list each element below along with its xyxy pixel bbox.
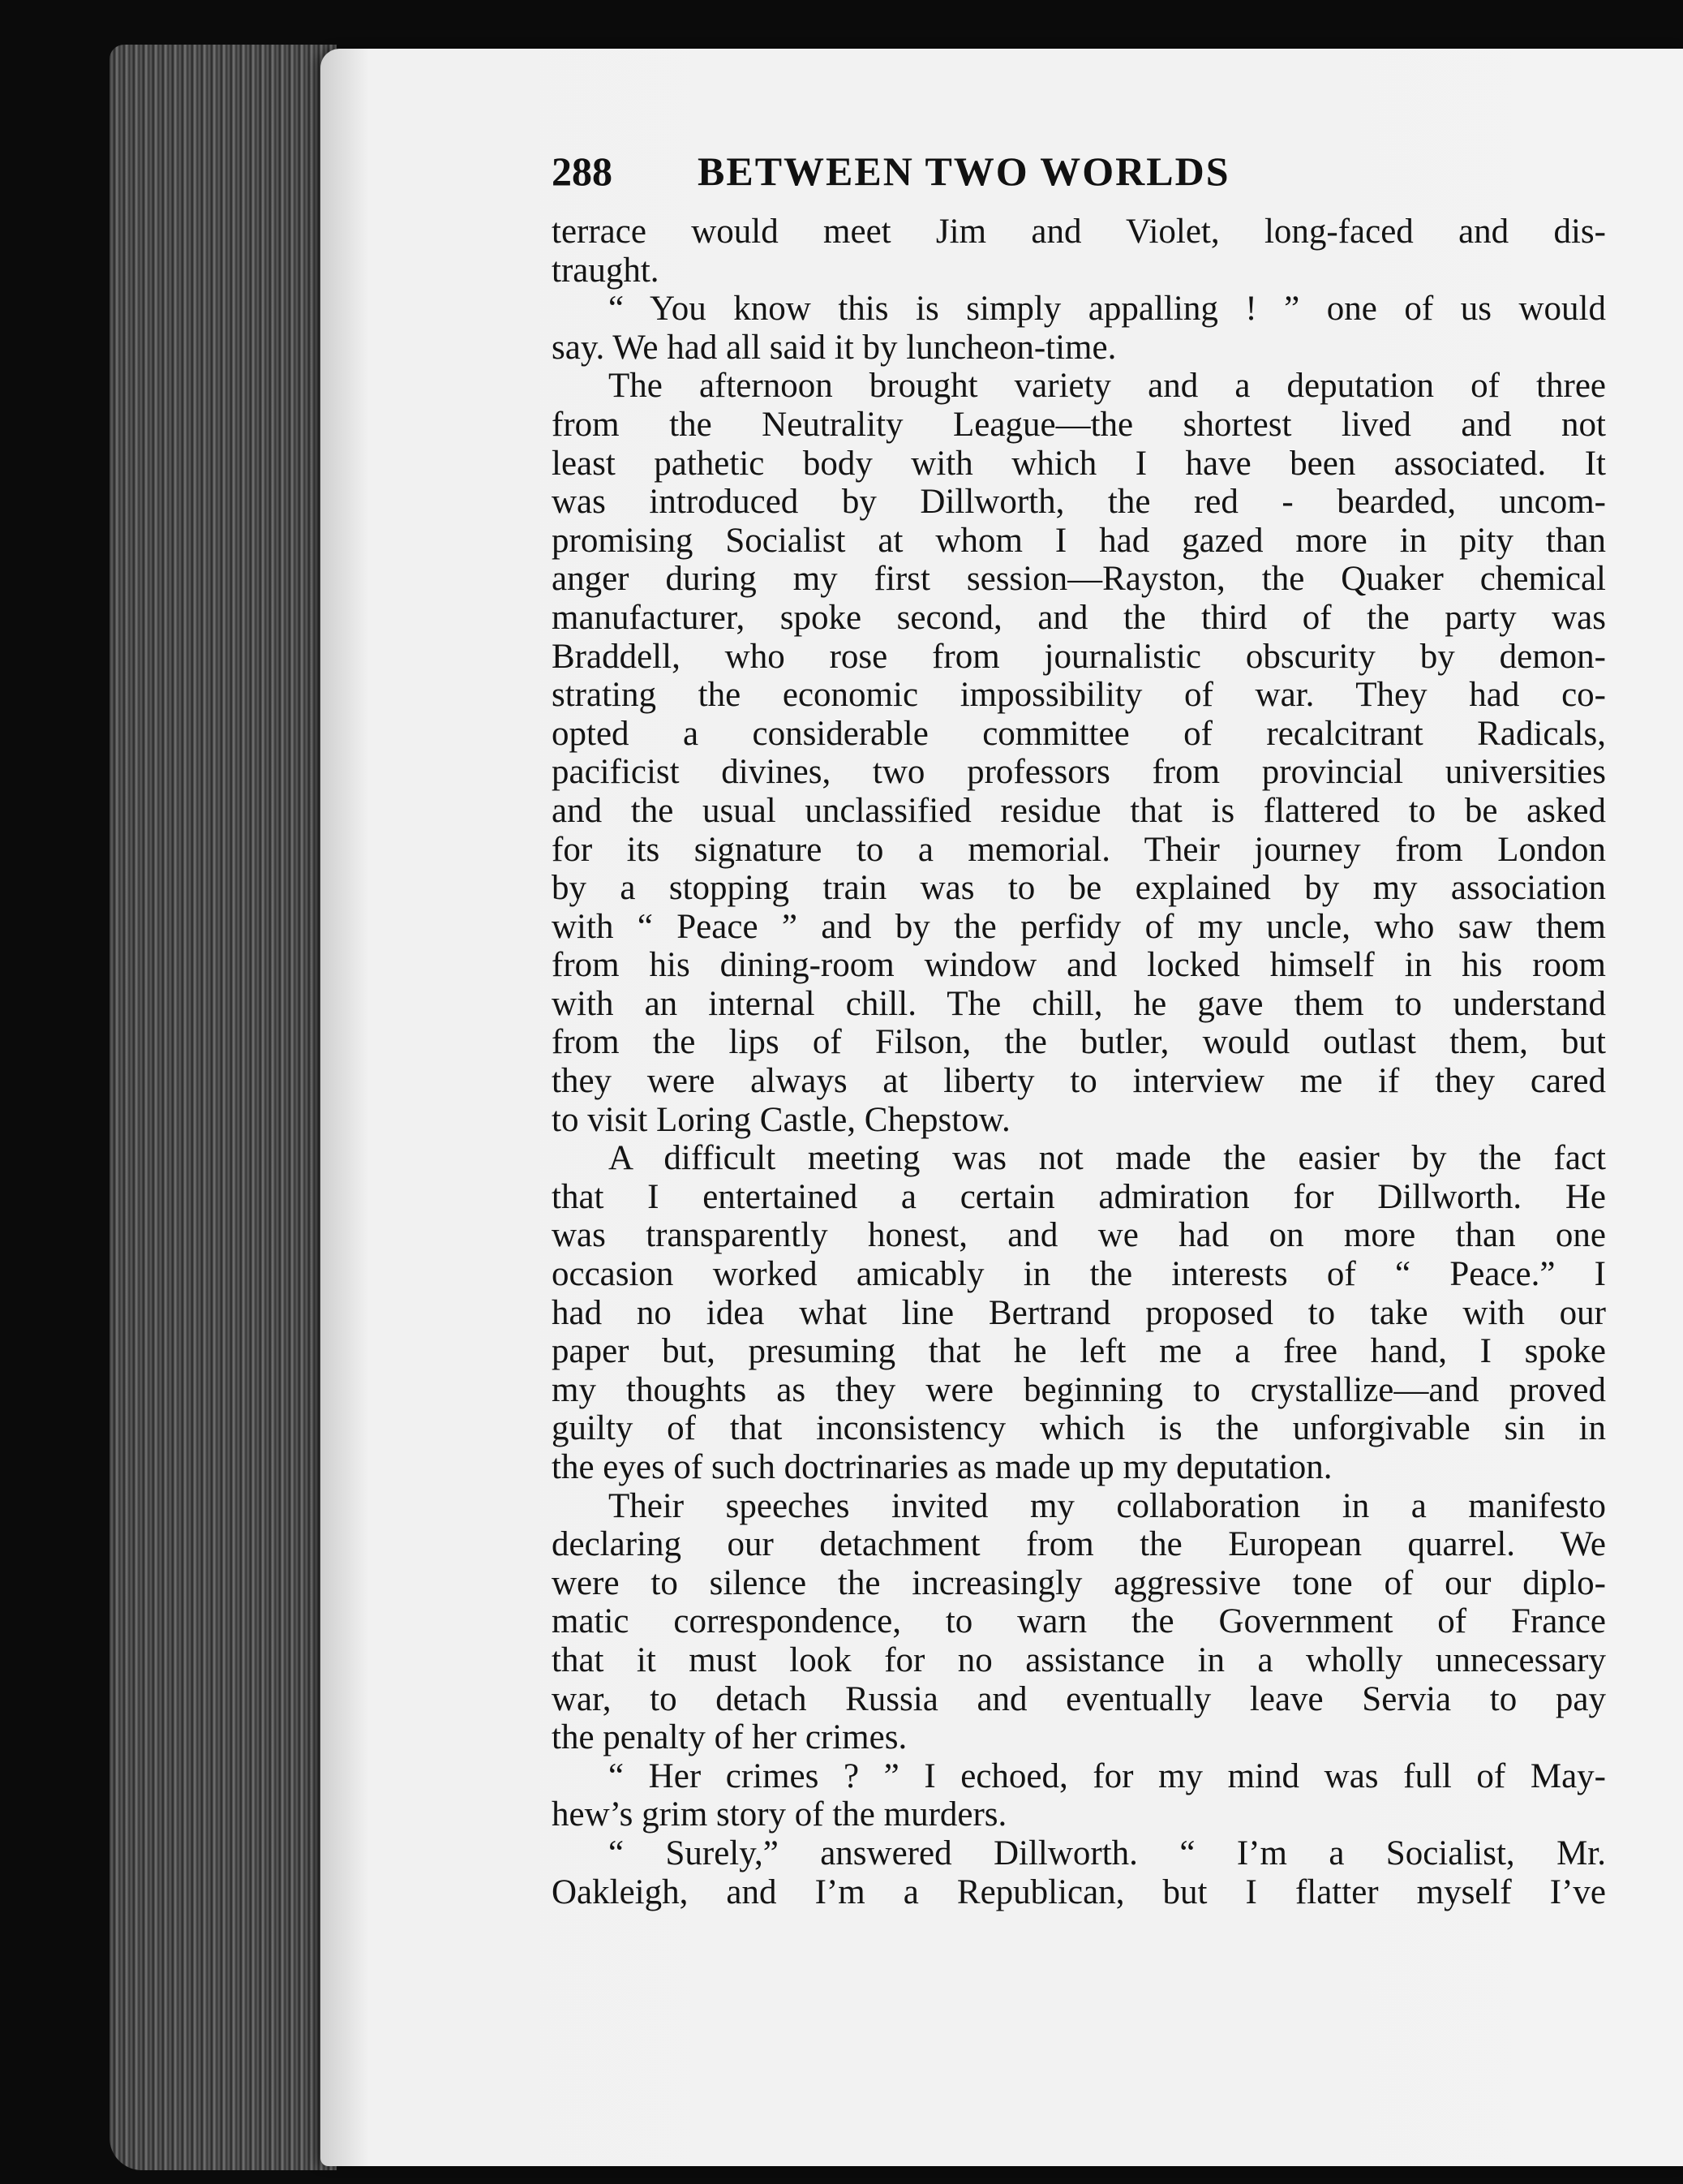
text-line: was introduced by Dillworth, the red - bearded, uncom- bbox=[552, 483, 1606, 522]
page-edge-shadow bbox=[109, 45, 337, 2170]
text-line: for its signature to a memorial. Their journey from London bbox=[552, 830, 1606, 869]
text-line: hew’s grim story of the murders. bbox=[552, 1795, 1007, 1834]
running-title: BETWEEN TWO WORLDS bbox=[698, 148, 1230, 194]
text-line: guilty of that inconsistency which is the unforgivable sin in bbox=[552, 1409, 1606, 1448]
text-line: and the usual unclassified residue that is flattered to be asked bbox=[552, 791, 1606, 830]
text-line: with “ Peace ” and by the perfidy of my uncle, who saw them bbox=[552, 907, 1606, 946]
text-line: say. We had all said it by luncheon-time. bbox=[552, 328, 1117, 367]
text-line: they were always at liberty to interview me if they cared bbox=[552, 1062, 1606, 1101]
text-line: strating the economic impossibility of war. They had co- bbox=[552, 676, 1606, 715]
text-line: that I entertained a certain admiration for Dillworth. He bbox=[552, 1177, 1606, 1216]
text-line: from the lips of Filson, the butler, would outlast them, but bbox=[552, 1023, 1606, 1062]
text-line: A difficult meeting was not made the easier by the fact bbox=[608, 1139, 1606, 1178]
text-line: “ Her crimes ? ” I echoed, for my mind was full of May- bbox=[608, 1756, 1606, 1795]
page-number: 288 bbox=[552, 148, 612, 194]
text-line: that it must look for no assistance in a wholly unnecessary bbox=[552, 1640, 1606, 1679]
text-line: by a stopping train was to be explained by my association bbox=[552, 869, 1606, 908]
text-line: promising Socialist at whom I had gazed more in pity than bbox=[552, 521, 1606, 560]
text-line: anger during my first session—Rayston, the Quaker chemical bbox=[552, 560, 1606, 599]
text-line: Braddell, who rose from journalistic obscurity by demon- bbox=[552, 637, 1606, 676]
body-text bbox=[552, 213, 1606, 1911]
text-line: “ You know this is simply appalling ! ” one of us would bbox=[608, 290, 1606, 329]
text-line: was transparently honest, and we had on more than one bbox=[552, 1216, 1606, 1255]
text-line: the penalty of her crimes. bbox=[552, 1718, 908, 1757]
text-line: to visit Loring Castle, Chepstow. bbox=[552, 1100, 1011, 1139]
text-line: least pathetic body with which I have been associated. It bbox=[552, 444, 1606, 483]
text-line: Their speeches invited my collaboration in a manifesto bbox=[608, 1486, 1606, 1525]
text-line: were to silence the increasingly aggressive tone of our diplo- bbox=[552, 1563, 1606, 1602]
text-line: had no idea what line Bertrand proposed to take with our bbox=[552, 1293, 1606, 1332]
text-line: paper but, presuming that he left me a free hand, I spoke bbox=[552, 1332, 1606, 1371]
text-line: matic correspondence, to warn the Government of France bbox=[552, 1602, 1606, 1641]
text-line: the eyes of such doctrinaries as made up my deputation. bbox=[552, 1448, 1333, 1486]
text-line: traught. bbox=[552, 251, 659, 290]
text-line: from his dining-room window and locked himself in his room bbox=[552, 946, 1606, 985]
text-line: pacificist divines, two professors from provincial universities bbox=[552, 753, 1606, 792]
page-header bbox=[552, 148, 1363, 204]
text-line: terrace would meet Jim and Violet, long-faced and dis- bbox=[552, 213, 1606, 251]
text-line: declaring our detachment from the European quarrel. We bbox=[552, 1525, 1606, 1564]
text-line: from the Neutrality League—the shortest lived and not bbox=[552, 405, 1606, 444]
text-line: occasion worked amicably in the interests of “ Peace.” I bbox=[552, 1255, 1606, 1294]
text-line: war, to detach Russia and eventually leave Servia to pay bbox=[552, 1679, 1606, 1718]
text-line: The afternoon brought variety and a deputation of three bbox=[608, 367, 1606, 406]
text-line: “ Surely,” answered Dillworth. “ I’m a Socialist, Mr. bbox=[608, 1834, 1606, 1872]
text-line: with an internal chill. The chill, he gave them to understand bbox=[552, 984, 1606, 1023]
text-line: manufacturer, spoke second, and the third of the party was bbox=[552, 598, 1606, 637]
text-line: Oakleigh, and I’m a Republican, but I flatter myself I’ve bbox=[552, 1872, 1606, 1911]
text-line: my thoughts as they were beginning to crystallize—and proved bbox=[552, 1370, 1606, 1409]
text-line: opted a considerable committee of recalcitrant Radicals, bbox=[552, 714, 1606, 753]
